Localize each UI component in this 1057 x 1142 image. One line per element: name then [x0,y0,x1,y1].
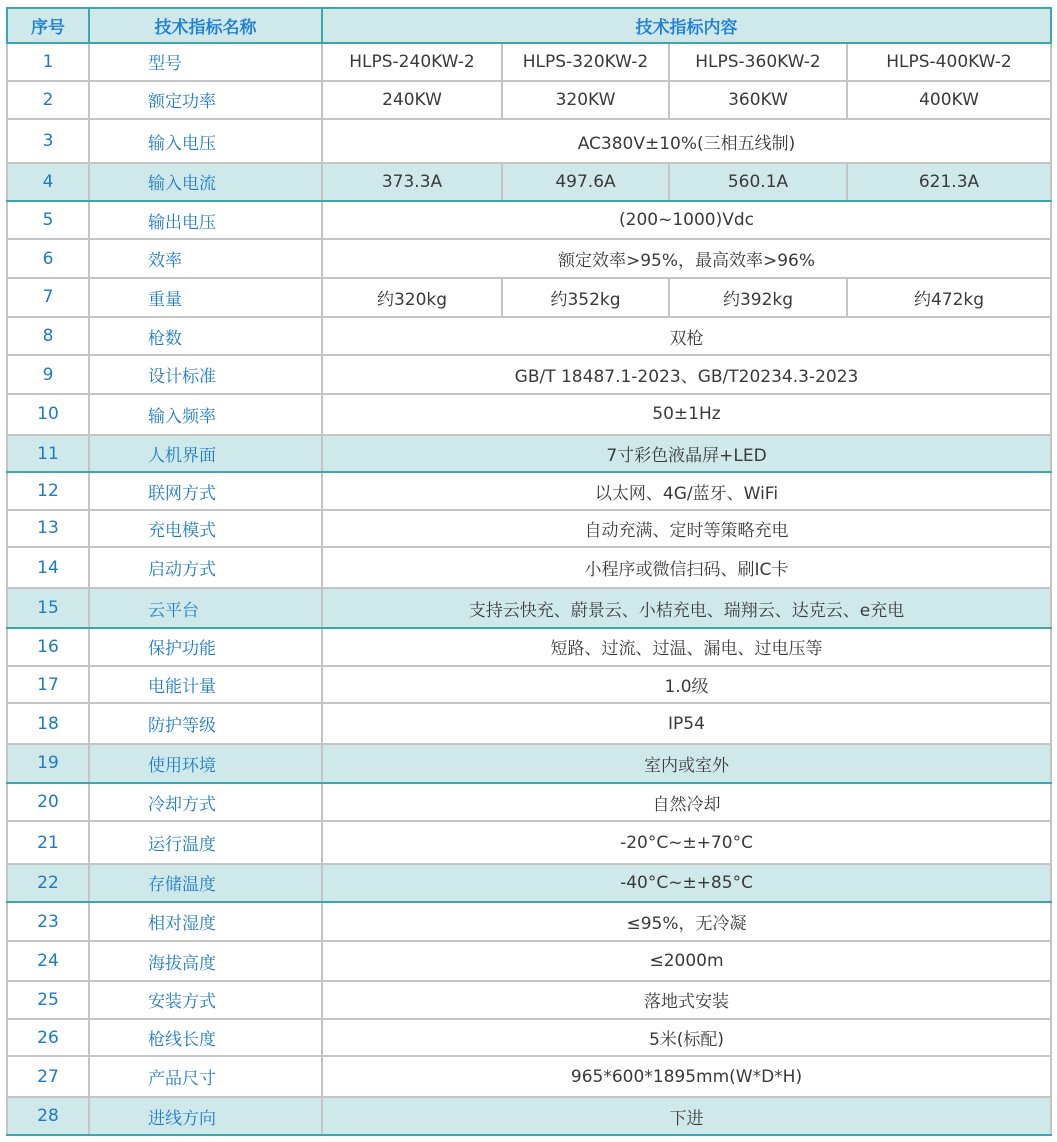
row-name: 枪线长度 [89,1019,322,1057]
row-name: 安装方式 [89,981,322,1019]
row-value: 短路、过流、过温、漏电、过电压等 [322,628,1051,666]
row-index: 12 [7,472,89,510]
table-row [7,163,1051,201]
row-value: ≤95%，无冷凝 [322,902,1051,942]
row-index: 24 [7,941,89,981]
row-index: 11 [7,435,89,473]
table-row [7,278,1051,317]
row-name: 海拔高度 [89,941,322,981]
row-value: IP54 [322,703,1051,744]
row-index: 1 [7,43,89,81]
table-row [7,902,1051,942]
row-name: 保护功能 [89,628,322,666]
table-row [7,821,1051,864]
table-row [7,744,1051,783]
header-name: 技术指标名称 [89,8,322,43]
row-name: 枪数 [89,317,322,356]
row-value: (200~1000)Vdc [322,201,1051,240]
row-name: 额定功率 [89,81,322,120]
row-name: 电能计量 [89,666,322,704]
row-index: 9 [7,355,89,394]
row-value: 自然冷却 [322,783,1051,822]
row-value: 约392kg [669,278,847,317]
row-index: 5 [7,201,89,240]
row-value: 373.3A [322,163,502,201]
row-name: 防护等级 [89,703,322,744]
row-value: 400KW [847,81,1051,120]
row-value: HLPS-240KW-2 [322,43,502,81]
row-name: 存储温度 [89,864,322,902]
row-index: 21 [7,821,89,864]
table-row [7,43,1051,81]
row-name: 相对湿度 [89,902,322,942]
row-value: 497.6A [502,163,669,201]
row-name: 效率 [89,239,322,278]
table-row [7,981,1051,1019]
row-name: 使用环境 [89,744,322,783]
row-value: HLPS-320KW-2 [502,43,669,81]
table-row [7,510,1051,547]
row-value: 室内或室外 [322,744,1051,783]
table-row [7,628,1051,666]
row-index: 6 [7,239,89,278]
table-row [7,394,1051,435]
table-row [7,317,1051,356]
row-index: 22 [7,864,89,902]
table-row [7,239,1051,278]
row-value: 1.0级 [322,666,1051,704]
row-index: 26 [7,1019,89,1057]
table-row [7,783,1051,822]
row-value: GB/T 18487.1-2023、GB/T20234.3-2023 [322,355,1051,394]
row-name: 设计标准 [89,355,322,394]
row-name: 进线方向 [89,1097,322,1135]
table-row [7,472,1051,510]
row-index: 4 [7,163,89,201]
row-value: 50±1Hz [322,394,1051,435]
row-value: 双枪 [322,317,1051,356]
table-row [7,119,1051,163]
row-value: 小程序或微信扫码、刷IC卡 [322,547,1051,589]
table-row [7,1019,1051,1057]
row-value: 约352kg [502,278,669,317]
row-name: 输入电流 [89,163,322,201]
header-content: 技术指标内容 [322,8,1051,43]
header-index: 序号 [7,8,89,43]
table-row [7,703,1051,744]
row-value: 965*600*1895mm(W*D*H) [322,1056,1051,1097]
row-name: 云平台 [89,588,322,628]
row-value: 560.1A [669,163,847,201]
row-index: 16 [7,628,89,666]
row-value: 支持云快充、蔚景云、小桔充电、瑞翔云、达克云、e充电 [322,588,1051,628]
row-value: 320KW [502,81,669,120]
row-name: 冷却方式 [89,783,322,822]
row-index: 3 [7,119,89,163]
row-index: 28 [7,1097,89,1135]
table-row [7,435,1051,473]
table-row [7,941,1051,981]
row-value: 自动充满、定时等策略充电 [322,510,1051,547]
row-index: 7 [7,278,89,317]
table-row [7,666,1051,704]
row-value: 7寸彩色液晶屏+LED [322,435,1051,473]
row-index: 27 [7,1056,89,1097]
row-value: 以太网、4G/蓝牙、WiFi [322,472,1051,510]
row-name: 充电模式 [89,510,322,547]
row-value: 621.3A [847,163,1051,201]
row-index: 2 [7,81,89,120]
row-name: 启动方式 [89,547,322,589]
row-value: 240KW [322,81,502,120]
table-row [7,355,1051,394]
row-name: 重量 [89,278,322,317]
header-row [7,8,1051,43]
row-value: HLPS-400KW-2 [847,43,1051,81]
row-name: 输入电压 [89,119,322,163]
row-value: 落地式安装 [322,981,1051,1019]
row-name: 人机界面 [89,435,322,473]
row-index: 25 [7,981,89,1019]
row-index: 20 [7,783,89,822]
row-value: HLPS-360KW-2 [669,43,847,81]
row-value: 360KW [669,81,847,120]
row-value: 额定效率>95%，最高效率>96% [322,239,1051,278]
row-name: 运行温度 [89,821,322,864]
row-name: 型号 [89,43,322,81]
row-name: 联网方式 [89,472,322,510]
row-index: 18 [7,703,89,744]
row-value: 约320kg [322,278,502,317]
row-value: AC380V±10%(三相五线制) [322,119,1051,163]
row-index: 13 [7,510,89,547]
row-index: 17 [7,666,89,704]
table-body [7,43,1051,1135]
table-row [7,864,1051,902]
table-row [7,1097,1051,1135]
row-name: 产品尺寸 [89,1056,322,1097]
table-row [7,201,1051,240]
table-row [7,588,1051,628]
row-name: 输出电压 [89,201,322,240]
row-index: 10 [7,394,89,435]
row-value: 下进 [322,1097,1051,1135]
table-row [7,1056,1051,1097]
row-value: ≤2000m [322,941,1051,981]
row-index: 8 [7,317,89,356]
spec-table [6,7,1052,1136]
table-row [7,81,1051,120]
row-value: 5米(标配) [322,1019,1051,1057]
row-name: 输入频率 [89,394,322,435]
row-index: 14 [7,547,89,589]
table-row [7,547,1051,589]
row-index: 15 [7,588,89,628]
row-index: 19 [7,744,89,783]
row-index: 23 [7,902,89,942]
row-value: -40°C~±+85°C [322,864,1051,902]
row-value: 约472kg [847,278,1051,317]
row-value: -20°C~±+70°C [322,821,1051,864]
